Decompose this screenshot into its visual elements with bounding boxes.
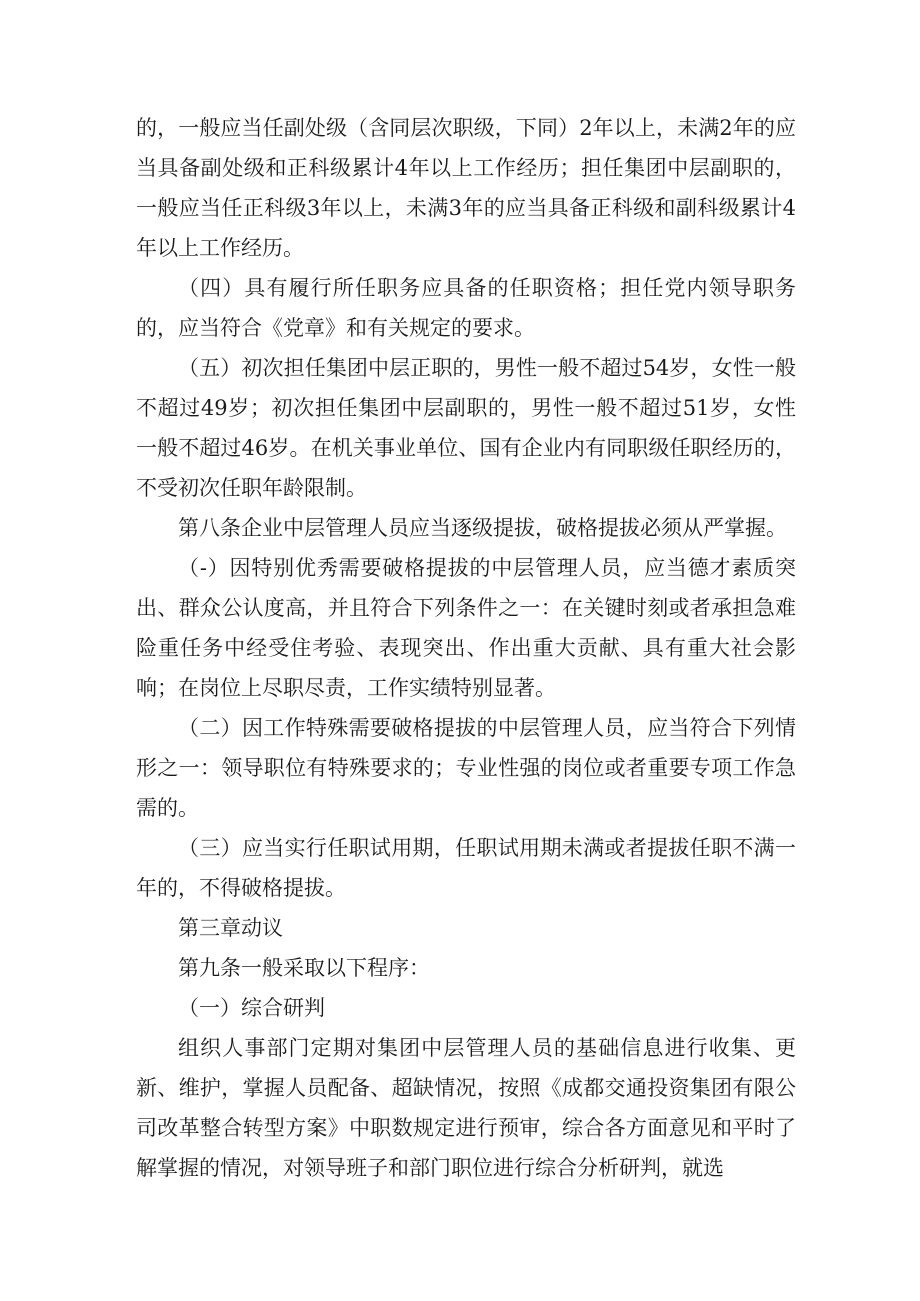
chapter-heading: 第三章动议 <box>178 916 283 940</box>
paragraph-article-8-item-3: （三）应当实行任职试用期，任职试用期未满或者提拔任职不满一年的，不得破格提拔。 <box>136 836 796 900</box>
paragraph-article-8-item-2: （二）因工作特殊需要破格提拔的中层管理人员，应当符合下列情形之一：领导职位有特殊要求的；专业性强的岗位或者重要专项工作急需的。 <box>136 716 796 820</box>
paragraph-article-8-item-1: （-）因特别优秀需要破格提拔的中层管理人员，应当德才素质突出、群众公认度高，并且符合下列条件之一：在关键时刻或者承担急难险重任务中经受住考验、表现突出、作出重大贡献、具有重大社会影响；在岗位上尽职尽责，工作实绩特别显著。 <box>136 556 796 700</box>
paragraph-item-4: （四）具有履行所任职务应具备的任职资格；担任党内领导职务的，应当符合《党章》和有关规定的要求。 <box>136 276 796 340</box>
paragraph-article-9: 第九条一般采取以下程序： <box>178 956 430 980</box>
paragraph-comprehensive-assessment: 组织人事部门定期对集团中层管理人员的基础信息进行收集、更新、维护，掌握人员配备、超缺情况，按照《成都交通投资集团有限公司改革整合转型方案》中职数规定进行预审，综合各方面意见和平时了解掌握的情况，对领导班子和部门职位进行综合分析研判，就选 <box>136 1036 796 1180</box>
document-body <box>136 108 796 1188</box>
paragraph-article-9-item-1: （一）综合研判 <box>178 996 325 1020</box>
paragraph-continuation: 的，一般应当任副处级（含同层次职级，下同）2年以上，未满2年的应当具备副处级和正科级累计4年以上工作经历；担任集团中层副职的，一般应当任正科级3年以上，未满3年的应当具备正科级和副科级累计4年以上工作经历。 <box>136 116 796 260</box>
paragraph-article-8: 第八条企业中层管理人员应当逐级提拔，破格提拔必须从严掌握。 <box>178 516 787 540</box>
paragraph-item-5: （五）初次担任集团中层正职的，男性一般不超过54岁，女性一般不超过49岁；初次担任集团中层副职的，男性一般不超过51岁，女性一般不超过46岁。在机关事业单位、国有企业内有同职级任职经历的，不受初次任职年龄限制。 <box>136 356 796 500</box>
